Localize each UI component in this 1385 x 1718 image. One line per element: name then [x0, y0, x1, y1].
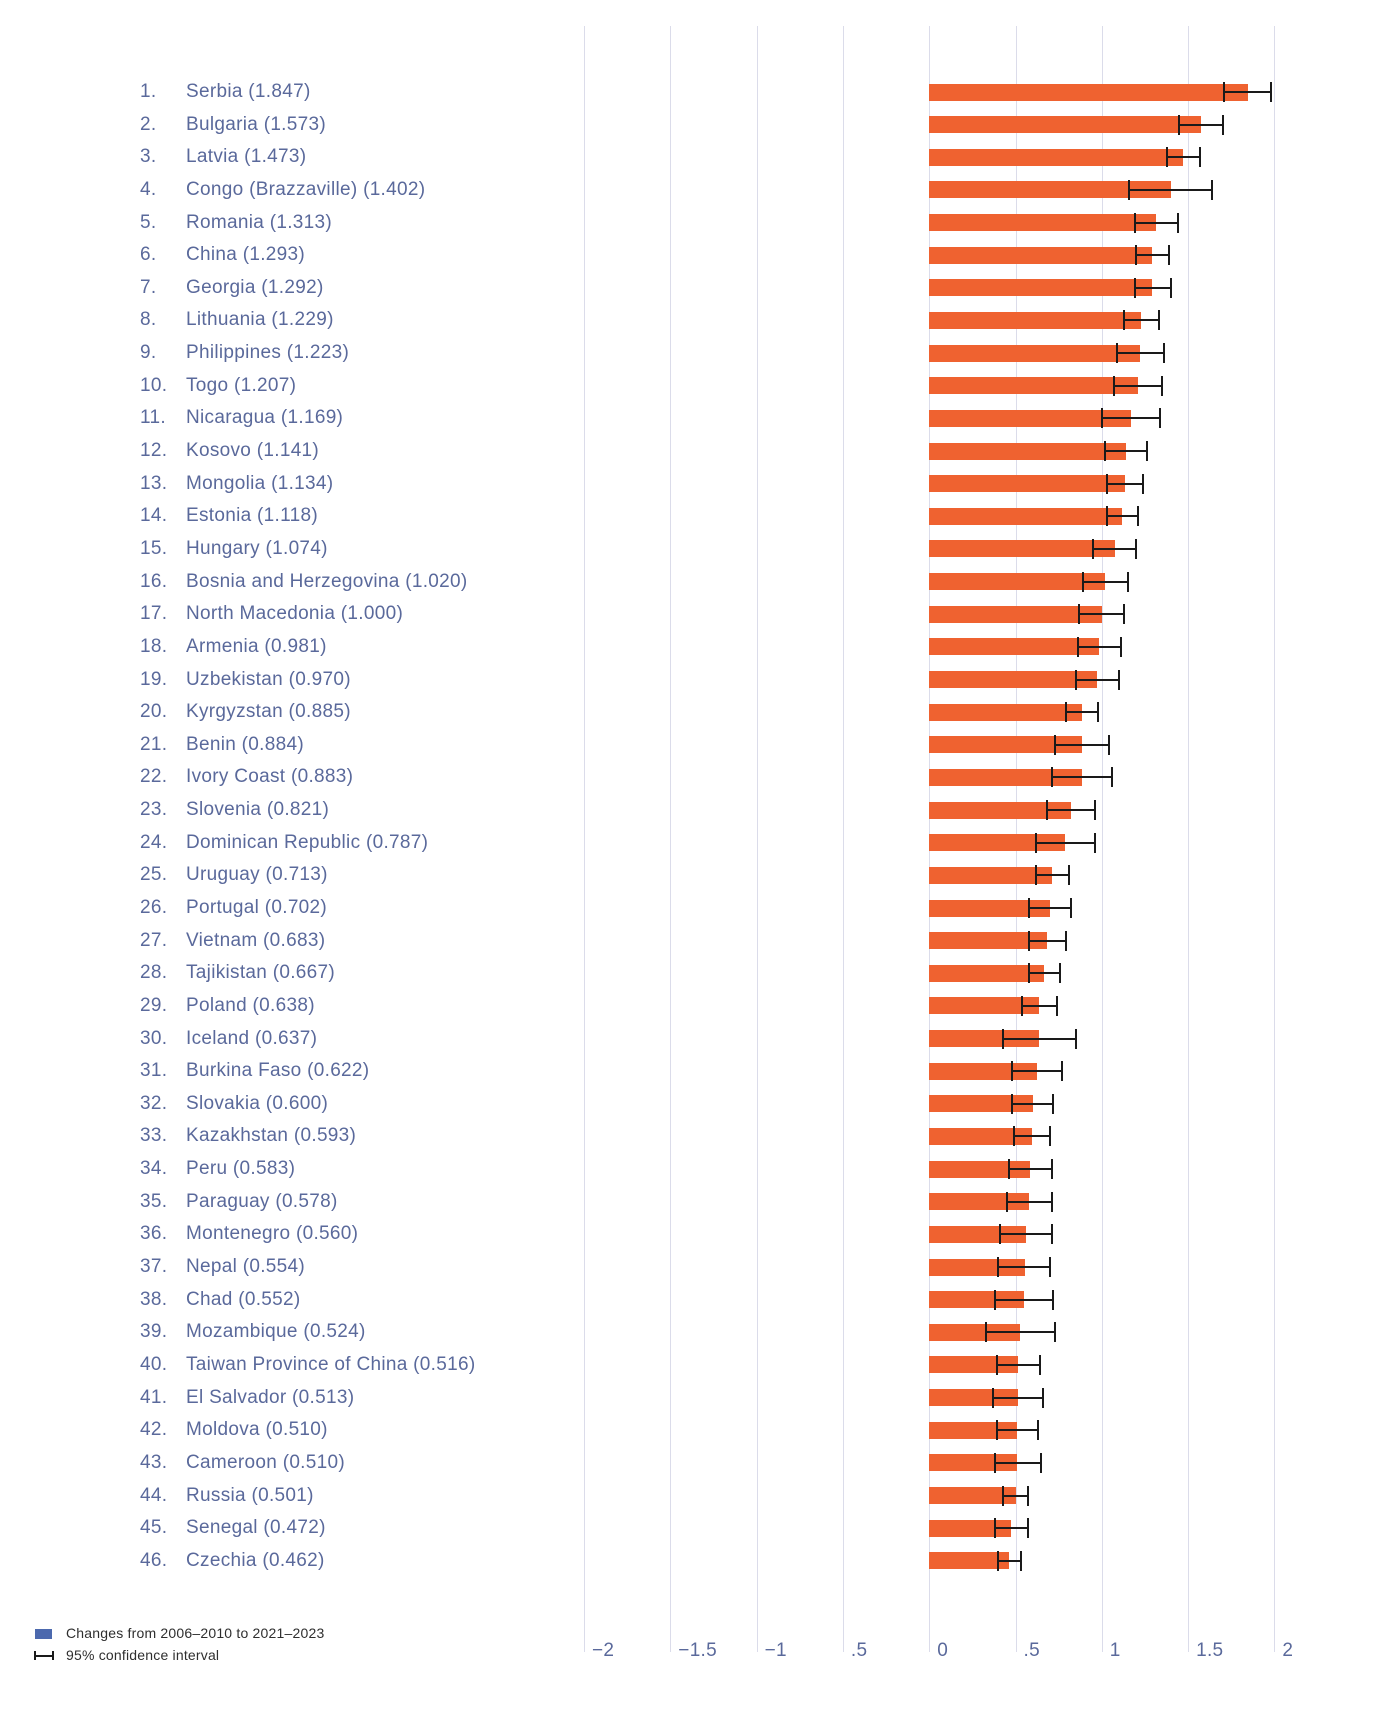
confidence-interval-cap-high	[1120, 637, 1122, 657]
confidence-interval-line	[1079, 613, 1124, 615]
confidence-interval-cap-high	[1142, 474, 1144, 494]
country-rank: 44.	[140, 1484, 168, 1506]
confidence-interval-line	[995, 1527, 1028, 1529]
country-label: Armenia (0.981)	[186, 635, 327, 657]
confidence-interval-cap-high	[1037, 1420, 1039, 1440]
confidence-interval-line	[1012, 1103, 1053, 1105]
confidence-interval-cap-high	[1061, 1061, 1063, 1081]
country-rank: 18.	[140, 635, 168, 657]
gridline-1	[1102, 26, 1103, 1652]
confidence-interval-cap-high	[1159, 408, 1161, 428]
confidence-interval-line	[995, 1462, 1042, 1464]
confidence-interval-cap-high	[1177, 213, 1179, 233]
confidence-interval-cap-high	[1127, 572, 1129, 592]
confidence-interval-cap-low	[999, 1224, 1001, 1244]
change-bar	[929, 508, 1122, 525]
confidence-interval-cap-low	[1135, 245, 1137, 265]
confidence-interval-cap-low	[1178, 115, 1180, 135]
country-rank: 36.	[140, 1223, 168, 1245]
change-bar	[929, 573, 1105, 590]
change-bar	[929, 443, 1126, 460]
gridline-−2	[584, 26, 585, 1652]
change-bar	[929, 606, 1102, 623]
confidence-interval-cap-high	[1020, 1551, 1022, 1571]
confidence-interval-line	[1055, 744, 1109, 746]
country-label: El Salvador (0.513)	[186, 1386, 355, 1408]
confidence-interval-line	[993, 1397, 1043, 1399]
confidence-interval-cap-low	[1092, 539, 1094, 559]
country-label: Peru (0.583)	[186, 1158, 296, 1180]
confidence-interval-cap-low	[1128, 180, 1130, 200]
confidence-interval-cap-low	[1046, 800, 1048, 820]
confidence-interval-cap-low	[1123, 310, 1125, 330]
country-rank: 45.	[140, 1517, 168, 1539]
confidence-interval-cap-high	[1042, 1388, 1044, 1408]
confidence-interval-line	[1036, 874, 1069, 876]
country-rank: 2.	[140, 113, 157, 135]
country-label: Serbia (1.847)	[186, 81, 311, 102]
confidence-interval-cap-low	[1106, 506, 1108, 526]
confidence-interval-cap-high	[1049, 1126, 1051, 1146]
country-label: Senegal (0.472)	[186, 1517, 326, 1539]
x-tick-label: 1.5	[1196, 1640, 1224, 1661]
confidence-interval-line	[1179, 124, 1222, 126]
country-label: Kazakhstan (0.593)	[186, 1125, 357, 1147]
confidence-interval-cap-low	[1075, 670, 1077, 690]
confidence-interval-cap-low	[1134, 278, 1136, 298]
country-rank: 20.	[140, 701, 168, 723]
country-rank: 26.	[140, 897, 168, 918]
country-label: Russia (0.501)	[186, 1484, 314, 1506]
confidence-interval-cap-low	[1082, 572, 1084, 592]
confidence-interval-line	[1066, 711, 1099, 713]
confidence-interval-line	[1003, 1038, 1075, 1040]
confidence-interval-line	[1136, 254, 1169, 256]
country-label: Moldova (0.510)	[186, 1419, 328, 1441]
gridline-−1	[757, 26, 758, 1652]
confidence-interval-cap-high	[1094, 833, 1096, 853]
change-bar	[929, 704, 1082, 721]
country-label: Cameroon (0.510)	[186, 1451, 345, 1473]
country-rank: 32.	[140, 1092, 168, 1114]
country-rank: 40.	[140, 1353, 168, 1375]
confidence-interval-cap-high	[1059, 963, 1061, 983]
confidence-interval-line	[1022, 1005, 1057, 1007]
country-rank: 15.	[140, 537, 168, 559]
country-label: Mozambique (0.524)	[186, 1321, 366, 1343]
confidence-interval-line	[1107, 515, 1138, 517]
country-label: Kyrgyzstan (0.885)	[186, 701, 351, 723]
confidence-interval-cap-high	[1094, 800, 1096, 820]
country-label: China (1.293)	[186, 244, 306, 266]
confidence-interval-cap-high	[1051, 1224, 1053, 1244]
confidence-interval-cap-high	[1135, 539, 1137, 559]
confidence-interval-cap-high	[1065, 931, 1067, 951]
confidence-interval-cap-high	[1146, 441, 1148, 461]
confidence-interval-cap-high	[1049, 1257, 1051, 1277]
change-bar	[929, 214, 1156, 231]
confidence-interval-cap-high	[1054, 1322, 1056, 1342]
confidence-interval-cap-high	[1137, 506, 1139, 526]
change-bar	[929, 965, 1044, 982]
confidence-interval-cap-low	[1065, 702, 1067, 722]
country-label: Slovenia (0.821)	[186, 799, 330, 821]
change-bar	[929, 671, 1096, 688]
confidence-interval-cap-high	[1123, 604, 1125, 624]
country-label: Poland (0.638)	[186, 994, 315, 1016]
confidence-interval-cap-low	[985, 1322, 987, 1342]
confidence-interval-cap-low	[1035, 865, 1037, 885]
country-rank: 25.	[140, 864, 168, 886]
country-label: Czechia (0.462)	[186, 1549, 325, 1571]
confidence-interval-cap-high	[1270, 82, 1272, 102]
country-label: Estonia (1.118)	[186, 505, 318, 527]
country-rank: 23.	[140, 799, 168, 821]
country-rank: 46.	[140, 1549, 168, 1571]
country-rank: 14.	[140, 505, 168, 527]
country-rank: 34.	[140, 1158, 168, 1180]
country-label: Lithuania (1.229)	[186, 309, 334, 331]
confidence-interval-cap-high	[1039, 1355, 1041, 1375]
country-rank: 1.	[140, 81, 157, 102]
change-bar	[929, 475, 1125, 492]
confidence-interval-line	[1052, 776, 1112, 778]
confidence-interval-line	[1014, 1135, 1050, 1137]
change-bar	[929, 149, 1183, 166]
country-rank: 12.	[140, 440, 168, 462]
country-rank: 30.	[140, 1027, 168, 1049]
change-bar	[929, 638, 1098, 655]
confidence-interval-cap-low	[1021, 996, 1023, 1016]
confidence-interval-cap-low	[1077, 637, 1079, 657]
country-rank: 10.	[140, 374, 168, 396]
country-label: Uruguay (0.713)	[186, 864, 328, 886]
confidence-interval-cap-low	[994, 1453, 996, 1473]
confidence-interval-cap-low	[1013, 1126, 1015, 1146]
country-rank: 31.	[140, 1060, 168, 1082]
country-rank: 29.	[140, 994, 168, 1016]
country-label: Slovakia (0.600)	[186, 1092, 329, 1114]
country-rank: 28.	[140, 962, 168, 984]
country-label: Mongolia (1.134)	[186, 472, 334, 494]
confidence-interval-line	[997, 1364, 1040, 1366]
confidence-interval-cap-high	[1027, 1518, 1029, 1538]
confidence-interval-line	[1029, 972, 1060, 974]
confidence-interval-line	[1047, 809, 1095, 811]
country-label: Portugal (0.702)	[186, 897, 328, 918]
confidence-interval-line	[1029, 907, 1070, 909]
confidence-interval-cap-low	[1002, 1486, 1004, 1506]
confidence-interval-cap-high	[1170, 278, 1172, 298]
x-tick-label: 2	[1282, 1640, 1294, 1661]
confidence-interval-line	[998, 1560, 1020, 1562]
confidence-interval-cap-high	[1222, 115, 1224, 135]
confidence-interval-line	[1000, 1233, 1052, 1235]
confidence-interval-cap-low	[1011, 1061, 1013, 1081]
confidence-interval-line	[1009, 1168, 1052, 1170]
country-rank: 42.	[140, 1419, 168, 1441]
confidence-interval-line	[1124, 319, 1159, 321]
confidence-interval-cap-high	[1108, 735, 1110, 755]
country-label: Burkina Faso (0.622)	[186, 1060, 370, 1082]
confidence-interval-cap-low	[1008, 1159, 1010, 1179]
change-bar	[929, 116, 1200, 133]
country-rank: 22.	[140, 766, 168, 788]
confidence-interval-line	[1076, 679, 1119, 681]
confidence-interval-cap-low	[992, 1388, 994, 1408]
country-rank: 7.	[140, 276, 157, 298]
change-bar	[929, 540, 1114, 557]
confidence-interval-cap-high	[1068, 865, 1070, 885]
country-label: Romania (1.313)	[186, 211, 333, 233]
country-rank: 38.	[140, 1288, 168, 1310]
country-label: Ivory Coast (0.883)	[186, 766, 354, 788]
confidence-interval-line	[1083, 581, 1128, 583]
gridline-.5	[843, 26, 844, 1652]
country-label: Nicaragua (1.169)	[186, 407, 344, 429]
confidence-interval-line	[1102, 417, 1161, 419]
country-label: Congo (Brazzaville) (1.402)	[186, 178, 426, 200]
country-rank: 6.	[140, 244, 157, 266]
confidence-interval-line	[997, 1429, 1038, 1431]
confidence-interval-line	[1135, 222, 1178, 224]
confidence-interval-cap-low	[1166, 147, 1168, 167]
country-rank: 16.	[140, 570, 168, 592]
confidence-interval-cap-high	[1211, 180, 1213, 200]
change-bar	[929, 247, 1152, 264]
confidence-interval-cap-high	[1161, 376, 1163, 396]
confidence-interval-cap-high	[1118, 670, 1120, 690]
confidence-interval-cap-low	[1101, 408, 1103, 428]
confidence-interval-line	[1129, 189, 1212, 191]
change-bar	[929, 279, 1152, 296]
confidence-interval-line	[1105, 450, 1146, 452]
country-label: Montenegro (0.560)	[186, 1223, 359, 1245]
x-tick-label: .5	[1023, 1640, 1040, 1661]
country-rank: 37.	[140, 1256, 168, 1278]
gridline-1.5	[1188, 26, 1189, 1652]
confidence-interval-line	[1117, 352, 1164, 354]
confidence-interval-cap-high	[1051, 1192, 1053, 1212]
confidence-interval-line	[1224, 91, 1271, 93]
change-bar	[929, 867, 1052, 884]
country-label: Benin (0.884)	[186, 733, 304, 755]
confidence-interval-cap-low	[1054, 735, 1056, 755]
confidence-interval-cap-low	[996, 1420, 998, 1440]
confidence-interval-cap-high	[1056, 996, 1058, 1016]
change-bar	[929, 377, 1137, 394]
country-label: Kosovo (1.141)	[186, 440, 320, 462]
confidence-interval-line	[1036, 842, 1095, 844]
confidence-interval-cap-high	[1040, 1453, 1042, 1473]
country-label: Togo (1.207)	[186, 374, 297, 396]
x-tick-label: −2	[592, 1640, 615, 1661]
confidence-interval-line	[1093, 548, 1136, 550]
confidence-interval-cap-low	[1035, 833, 1037, 853]
country-rank: 21.	[140, 733, 168, 755]
confidence-interval-line	[986, 1331, 1055, 1333]
confidence-interval-cap-high	[1070, 898, 1072, 918]
confidence-interval-line	[1135, 287, 1171, 289]
country-label: Bosnia and Herzegovina (1.020)	[186, 570, 468, 592]
confidence-interval-cap-low	[1006, 1192, 1008, 1212]
country-label: Iceland (0.637)	[186, 1027, 318, 1049]
change-bar	[929, 84, 1248, 101]
change-bar	[929, 345, 1140, 362]
country-rank: 5.	[140, 211, 157, 233]
country-label: Bulgaria (1.573)	[186, 113, 326, 135]
confidence-interval-cap-low	[1011, 1094, 1013, 1114]
confidence-interval-cap-high	[1075, 1029, 1077, 1049]
country-label: North Macedonia (1.000)	[186, 603, 404, 625]
confidence-interval-line	[1007, 1201, 1052, 1203]
confidence-interval-cap-low	[1113, 376, 1115, 396]
confidence-interval-cap-low	[997, 1257, 999, 1277]
x-tick-label: 0	[937, 1640, 949, 1661]
confidence-interval-cap-high	[1163, 343, 1165, 363]
confidence-interval-line	[1114, 385, 1162, 387]
country-label: Tajikistan (0.667)	[186, 962, 336, 984]
country-label: Hungary (1.074)	[186, 537, 328, 559]
confidence-interval-cap-low	[1028, 931, 1030, 951]
confidence-interval-line	[1167, 156, 1200, 158]
country-label: Paraguay (0.578)	[186, 1190, 338, 1212]
confidence-interval-cap-high	[1027, 1486, 1029, 1506]
legend-confidence-interval-icon	[34, 1651, 54, 1660]
change-bar	[929, 312, 1141, 329]
confidence-interval-cap-low	[1104, 441, 1106, 461]
country-label: Taiwan Province of China (0.516)	[186, 1353, 476, 1375]
confidence-interval-line	[995, 1299, 1054, 1301]
country-rank: 39.	[140, 1321, 168, 1343]
confidence-interval-cap-low	[994, 1290, 996, 1310]
confidence-interval-cap-low	[1106, 474, 1108, 494]
confidence-interval-cap-low	[1223, 82, 1225, 102]
confidence-interval-cap-high	[1052, 1290, 1054, 1310]
confidence-interval-cap-high	[1051, 1159, 1053, 1179]
country-rank: 13.	[140, 472, 168, 494]
gridline-2	[1274, 26, 1275, 1652]
confidence-interval-cap-low	[1134, 213, 1136, 233]
x-tick-label: .5	[850, 1640, 868, 1661]
confidence-interval-line	[998, 1266, 1050, 1268]
x-tick-label: 1	[1109, 1640, 1121, 1661]
confidence-interval-cap-high	[1158, 310, 1160, 330]
legend-series-swatch	[35, 1629, 52, 1639]
confidence-interval-cap-high	[1052, 1094, 1054, 1114]
confidence-interval-cap-low	[1002, 1029, 1004, 1049]
confidence-interval-cap-low	[997, 1551, 999, 1571]
confidence-interval-cap-low	[1078, 604, 1080, 624]
country-rank: 9.	[140, 342, 157, 364]
confidence-interval-cap-low	[1051, 767, 1053, 787]
country-rank: 19.	[140, 668, 168, 690]
confidence-interval-cap-low	[1028, 898, 1030, 918]
country-rank: 3.	[140, 146, 157, 168]
country-label: Dominican Republic (0.787)	[186, 831, 429, 853]
confidence-interval-line	[1029, 940, 1065, 942]
country-label: Latvia (1.473)	[186, 146, 307, 168]
confidence-interval-cap-low	[1116, 343, 1118, 363]
legend-confidence-interval-label: 95% confidence interval	[66, 1647, 220, 1663]
country-label: Vietnam (0.683)	[186, 929, 326, 951]
x-tick-label: −1.5	[678, 1640, 718, 1661]
country-label: Nepal (0.554)	[186, 1256, 306, 1278]
country-label: Chad (0.552)	[186, 1288, 301, 1310]
country-rank: 41.	[140, 1386, 168, 1408]
confidence-interval-cap-high	[1111, 767, 1113, 787]
country-rank: 43.	[140, 1451, 168, 1473]
country-label: Georgia (1.292)	[186, 276, 324, 298]
country-rank: 27.	[140, 929, 168, 951]
confidence-interval-line	[1003, 1495, 1027, 1497]
confidence-interval-cap-low	[1028, 963, 1030, 983]
confidence-interval-cap-low	[994, 1518, 996, 1538]
country-rank: 24.	[140, 831, 168, 853]
confidence-interval-line	[1107, 483, 1143, 485]
gridline-−1.5	[670, 26, 671, 1652]
country-label: Uzbekistan (0.970)	[186, 668, 351, 690]
country-rank: 17.	[140, 603, 168, 625]
confidence-interval-line	[1012, 1070, 1062, 1072]
country-rank: 4.	[140, 178, 157, 200]
country-rank: 33.	[140, 1125, 168, 1147]
country-rank: 11.	[140, 407, 166, 429]
confidence-interval-line	[1078, 646, 1121, 648]
confidence-interval-cap-high	[1097, 702, 1099, 722]
confidence-interval-cap-low	[996, 1355, 998, 1375]
x-tick-label: −1	[764, 1640, 787, 1661]
confidence-interval-cap-high	[1199, 147, 1201, 167]
country-rank: 35.	[140, 1190, 168, 1212]
country-rank: 8.	[140, 309, 157, 331]
country-label: Philippines (1.223)	[186, 342, 350, 364]
legend-series-label: Changes from 2006–2010 to 2021–2023	[66, 1625, 325, 1641]
confidence-interval-cap-high	[1168, 245, 1170, 265]
